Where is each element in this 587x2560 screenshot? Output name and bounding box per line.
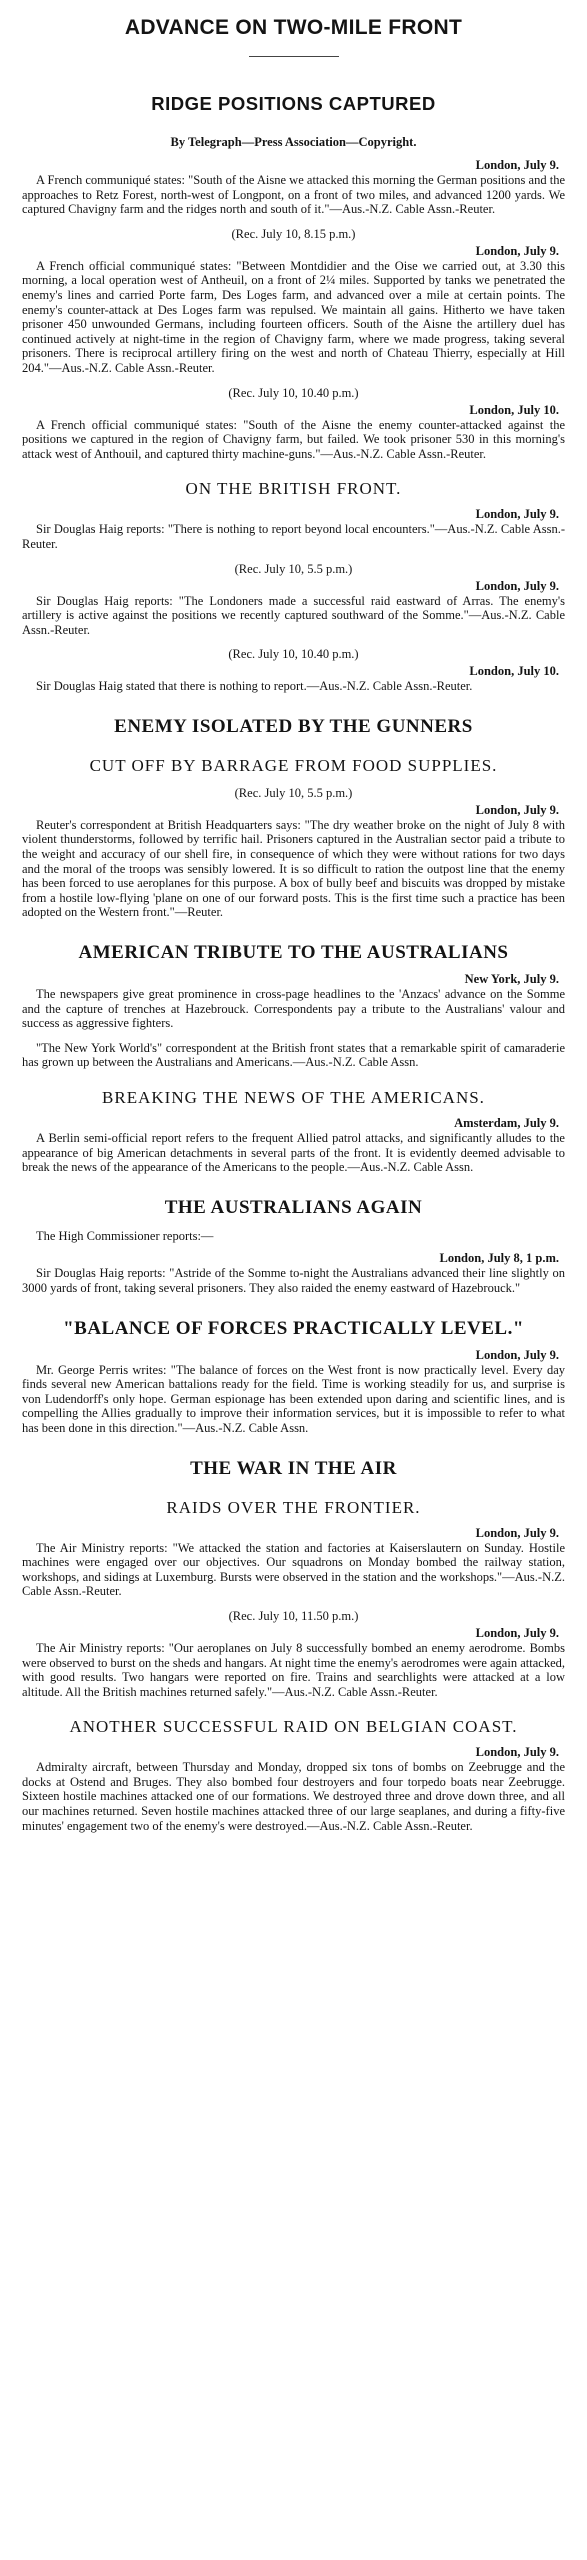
article-sections bbox=[22, 158, 565, 1833]
dateline: London, July 8, 1 p.m. bbox=[439, 1251, 559, 1266]
section-heading: BREAKING THE NEWS OF THE AMERICANS. bbox=[102, 1088, 485, 1107]
dispatch-text: "The New York World's" correspondent at the British front states that a remarkable spirit of camaraderie has grown up between the Australians and Americans.—Aus.-N.Z. Cable Assn. bbox=[22, 1040, 565, 1070]
dispatch bbox=[22, 1116, 565, 1175]
dispatch-text: Sir Douglas Haig reports: "Astride of the Somme to-night the Australians advanced their line slightly on 3000 yards of front, taking several prisoners. They also raided the enemy eastward of Hazebrouck." bbox=[22, 1266, 565, 1295]
article-section bbox=[22, 942, 565, 1070]
byline: By Telegraph—Press Association—Copyright. bbox=[170, 135, 417, 149]
dispatch-text: Sir Douglas Haig reports: "The Londoners made a successful raid eastward of Arras. The enemy's artillery is active against the positions we recently captured southward of the Somme."—Aus.-N.Z. Cable Assn.-Reuter. bbox=[22, 593, 565, 637]
dispatch bbox=[22, 227, 565, 376]
dateline: London, July 10. bbox=[469, 402, 559, 417]
dispatch-text: Mr. George Perris writes: "The balance of forces on the West front is now practically level. Every day finds several new American battalions ready for the field. Time is working steadily for us, and surprise is von Ludendorff's only hope. German espionage has been extended upon daring and scientific lines, and is compelling the Allies gradually to improve their information services, but it is impossible to refer to what has been done in this direction."—Aus.-N.Z. Cable Assn. bbox=[22, 1362, 565, 1435]
article-section bbox=[22, 479, 565, 694]
headline-rule bbox=[249, 56, 339, 57]
section-heading: ENEMY ISOLATED BY THE GUNNERS bbox=[114, 715, 473, 737]
dispatch bbox=[22, 1609, 565, 1699]
dispatch bbox=[22, 1745, 565, 1833]
dispatch bbox=[22, 507, 565, 551]
dispatch-text: The newspapers give great prominence in cross-page headlines to the 'Anzacs' advance on the Somme and the capture of trenches at Hazebrouck. Correspondents pay a tribute to the Australians' valour and success as aggressive fighters. bbox=[22, 987, 565, 1031]
dispatch-text: A French official communiqué states: "South of the Aisne the enemy counter-attacked against the positions we captured in the region of Chavigny farm, but failed. We took prisoner 530 in this morning's attack west of Anthouil, and captured thirty machine-guns."—Aus.-N.Z. Cable Assn.-Reuter. bbox=[22, 417, 565, 461]
article-section bbox=[22, 1197, 565, 1296]
dateline: London, July 9. bbox=[475, 1525, 559, 1540]
dispatch bbox=[22, 972, 565, 1031]
dateline: London, July 9. bbox=[475, 1625, 559, 1640]
dispatch bbox=[22, 1229, 565, 1244]
received-note: (Rec. July 10, 8.15 p.m.) bbox=[231, 226, 356, 241]
section-subheading: CUT OFF BY BARRAGE FROM FOOD SUPPLIES. bbox=[89, 755, 498, 775]
dispatch bbox=[22, 386, 565, 462]
section-heading: AMERICAN TRIBUTE TO THE AUSTRALIANS bbox=[78, 942, 509, 964]
dateline: London, July 9. bbox=[475, 578, 559, 593]
received-note: (Rec. July 10, 10.40 p.m.) bbox=[228, 385, 359, 400]
dateline: London, July 9. bbox=[475, 1745, 559, 1760]
dispatch-text: Admiralty aircraft, between Thursday and Monday, dropped six tons of bombs on Zeebrugge and the docks at Ostend and Bruges. They also bombed four destroyers and four torpedo boats near Zeebrugge. Sixteen hostile machines attacked one of our formations. We destroyed three and drove down three, and all our machines returned. Seven hostile machines attacked three of our large seaplanes, and during a fifty-five minutes' engagement two of the enemy's were destroyed.—Aus.-N.Z. Cable Assn.-Reuter. bbox=[22, 1760, 565, 1833]
article-section bbox=[22, 158, 565, 461]
dispatch bbox=[22, 562, 565, 638]
dispatch-text: Sir Douglas Haig reports: "There is nothing to report beyond local encounters."—Aus.-N.Z. Cable Assn.-Reuter. bbox=[22, 522, 565, 551]
headline: ADVANCE ON TWO-MILE FRONT bbox=[124, 16, 463, 39]
received-note: (Rec. July 10, 5.5 p.m.) bbox=[234, 561, 353, 576]
dispatch bbox=[22, 1526, 565, 1599]
received-note: (Rec. July 10, 10.40 p.m.) bbox=[228, 647, 359, 662]
dateline: Amsterdam, July 9. bbox=[454, 1116, 559, 1130]
article-section bbox=[22, 1088, 565, 1175]
dateline: London, July 9. bbox=[475, 1347, 559, 1362]
article-section bbox=[22, 1318, 565, 1436]
section-heading: ANOTHER SUCCESSFUL RAID ON BELGIAN COAST. bbox=[69, 1717, 518, 1737]
dispatch-text: A Berlin semi-official report refers to the frequent Allied patrol attacks, and significantly alludes to the appearance of big American detachments in several parts of the front. It is evidently deemed advisable to break the news of the appearance of the Americans to the people.—Aus.-N.Z. Cable Assn. bbox=[22, 1131, 565, 1175]
section-heading: THE WAR IN THE AIR bbox=[190, 1457, 397, 1479]
dispatch bbox=[22, 786, 565, 920]
received-note: (Rec. July 10, 11.50 p.m.) bbox=[228, 1608, 359, 1623]
article-section bbox=[22, 1717, 565, 1833]
dateline: New York, July 9. bbox=[464, 972, 559, 987]
dateline: London, July 9. bbox=[475, 158, 559, 172]
dispatch-text: The Air Ministry reports: "Our aeroplanes on July 8 successfully bombed an enemy aerodrome. Bombs were observed to burst on the sheds and hangars. At night time the enemy's aerodromes were again attacked, with good results. Two hangars were reported on fire. Trains and searchlights were attacked at a low altitude. All the British machines returned safely."—Aus.-N.Z. Cable Assn.-Reuter. bbox=[22, 1640, 565, 1699]
dispatch bbox=[22, 1348, 565, 1436]
section-subheading: RAIDS OVER THE FRONTIER. bbox=[166, 1497, 421, 1517]
article-section bbox=[22, 716, 565, 920]
dispatch-text: The Air Ministry reports: "We attacked the station and factories at Kaiserslautern on Sunday. Hostile machines were engaged over our objectives. Our squadrons on Monday bombed the railway station, workshops, and sidings at Luxemburg. Bursts were observed in the station and the workshops."—Aus.-N.Z. Cable Assn.-Reuter. bbox=[22, 1540, 565, 1599]
dispatch-text: A French official communiqué states: "Between Montdidier and the Oise we carried out, at 3.30 this morning, a local operation west of Antheuil, on a front of 2¼ miles. Supported by tanks we penetrated the enemy's lines and carried Porte farm, Des Loges farm, and advanced over a mile at certain points. The enemy's counter-attack at Des Loges farm was repulsed. We maintain all gains. Hitherto we have taken prisoner 450 unwounded Germans, including fourteen officers. South of the Aisne the artillery duel has continued actively at night-time in the region of Chavigny farm, where we made progress, taking several prisoners. There is reciprocal artillery firing on the west and north of Chateau Thierry, especially at Hill 204."—Aus.-N.Z. Cable Assn.-Reuter. bbox=[22, 258, 565, 375]
dispatch-text: A French communiqué states: "South of the Aisne we attacked this morning the German positions and the approaches to Retz Forest, north-west of Longpont, on a front of two miles, and advanced 1200 yards. We captured Chavigny farm and the ridges north and south of it."—Aus.-N.Z. Cable Assn.-Reuter. bbox=[22, 173, 565, 217]
article-section bbox=[22, 1458, 565, 1700]
dateline: London, July 9. bbox=[475, 507, 559, 522]
section-heading: THE AUSTRALIANS AGAIN bbox=[164, 1196, 423, 1218]
dispatch bbox=[22, 158, 565, 217]
dispatch bbox=[22, 647, 565, 694]
dispatch bbox=[22, 1041, 565, 1070]
dateline: London, July 10. bbox=[469, 664, 559, 679]
dispatch-text: Sir Douglas Haig stated that there is nothing to report.—Aus.-N.Z. Cable Assn.-Reuter. bbox=[36, 679, 473, 694]
subheadline: RIDGE POSITIONS CAPTURED bbox=[151, 93, 436, 114]
dispatch-text: The High Commissioner reports:— bbox=[36, 1228, 214, 1243]
dateline: London, July 9. bbox=[475, 243, 559, 258]
section-heading: "BALANCE OF FORCES PRACTICALLY LEVEL." bbox=[63, 1317, 524, 1339]
dateline: London, July 9. bbox=[475, 802, 559, 817]
section-heading: ON THE BRITISH FRONT. bbox=[185, 479, 402, 499]
dispatch bbox=[22, 1251, 565, 1295]
dispatch-text: Reuter's correspondent at British Headquarters says: "The dry weather broke on the night of July 8 with violent thunderstorms, followed by terrific hail. Prisoners captured in the Australian sector paid a tribute to the weight and accuracy of our shell fire, in consequence of which they were without rations for two days and the moral of the troops was sensibly lowered. It is so difficult to ration the outpost line that the enemy has been forced to use aeroplanes for this purpose. A box of bully beef and biscuits was dropped by mistake from a hostile low-flying 'plane on one of our forward posts. This is the first time such a practice has been adopted on the Western front."—Reuter. bbox=[22, 817, 565, 920]
received-note: (Rec. July 10, 5.5 p.m.) bbox=[234, 785, 353, 800]
